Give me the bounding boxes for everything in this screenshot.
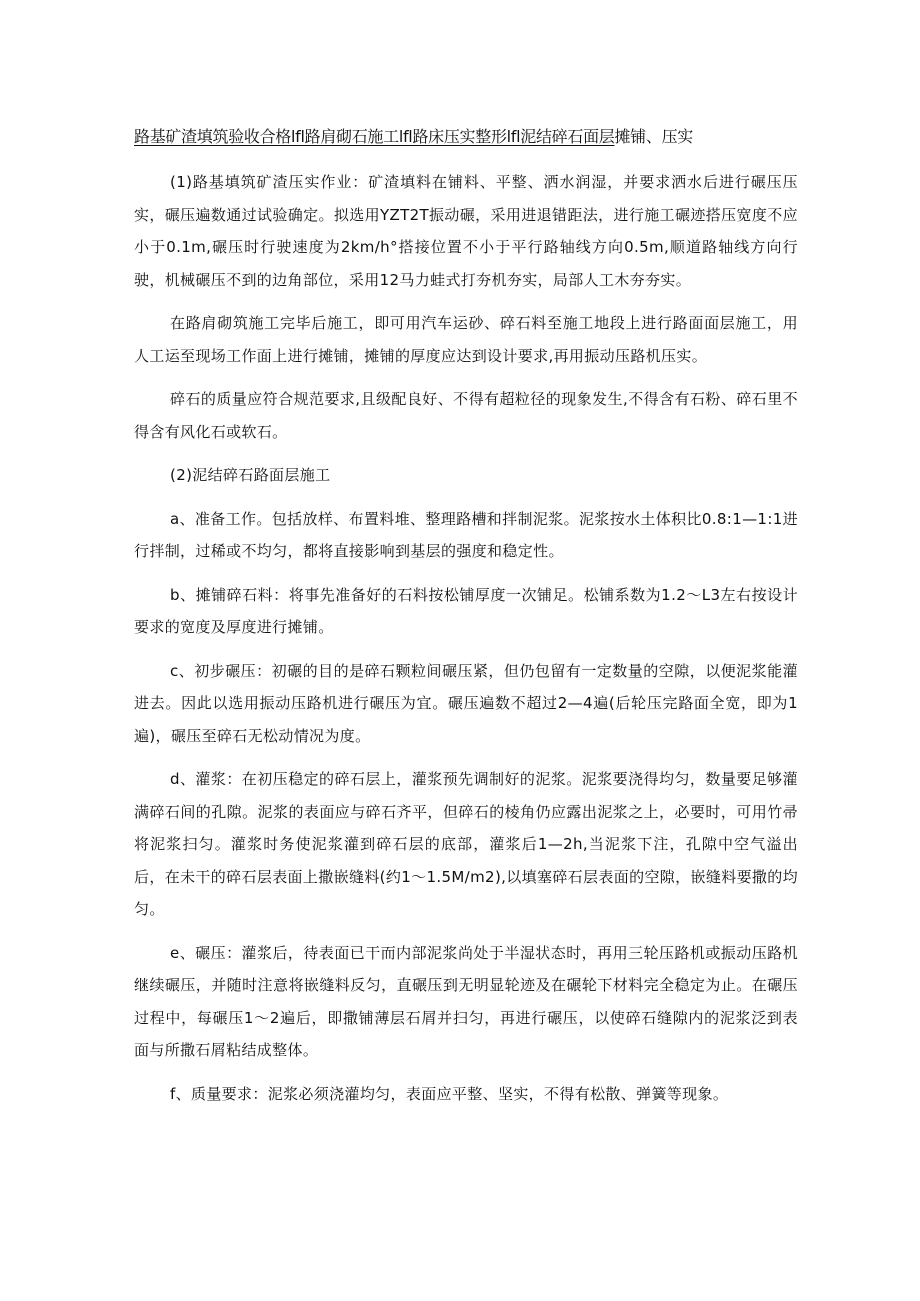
process-flow-suffix: 摊铺、压实 <box>614 127 693 146</box>
section-heading-mud-bound-gravel: (2)泥结碎石路面层施工 <box>170 466 331 484</box>
paragraph-step-d-grouting: d、灌浆：在初压稳定的碎石层上，灌浆预先调制好的泥浆。泥浆要浇得均匀，数量要足够灌满碎石间的孔隙。泥浆的表面应与碎石齐平，但碎石的棱角仍应露出泥浆之上，必要时，可用竹帚将泥浆扫匀。灌浆时务使泥浆灌到碎石层的底部，灌浆后1—2h,当泥浆下注，孔隙中空气溢出后，在未干的碎石层表面上撒嵌缝料(约1～1.5M∕m2),以填塞碎石层表面的空隙，嵌缝料要撒的均匀。 <box>134 770 798 918</box>
paragraph-pavement-construction: 在路肩砌筑施工完毕后施工，即可用汽车运砂、碎石料至施工地段上进行路面面层施工，用人工运至现场工作面上进行摊铺，摊铺的厚度应达到设计要求,再用振动压路机压实。 <box>134 314 798 365</box>
paragraph-step-c-initial-rolling: c、初步碾压：初碾的目的是碎石颗粒间碾压紧，但仍包留有一定数量的空隙，以便泥浆能灌进去。因此以选用振动压路机进行碾压为宜。碾压遍数不超过2—4遍(后轮压完路面全宽，即为1遍)，碾压至碎石无松动情况为度。 <box>134 661 798 745</box>
paragraph-step-f-quality: f、质量要求：泥浆必须浇灌均匀，表面应平整、坚实，不得有松散、弹簧等现象。 <box>170 1084 729 1103</box>
document-body <box>134 166 798 1121</box>
process-flow-steps: 路基矿渣填筑验收合格lfl路肩砌石施工lfl路床压实整形lfl泥结碎石面层 <box>134 127 615 146</box>
paragraph-step-b-spreading: b、摊铺碎石料：将事先准备好的石料按松铺厚度一次铺足。松铺系数为1.2～L3左右按设计要求的宽度及厚度进行摊铺。 <box>134 585 798 636</box>
paragraph-step-a-preparation: a、准备工作。包括放样、布置料堆、整理路槽和拌制泥浆。泥浆按水土体积比0.8:1—1:1进行拌制，过稀或不均匀，都将直接影响到基层的强度和稳定性。 <box>134 509 798 560</box>
paragraph-step-e-rolling: e、碾压：灌浆后，待表面已干而内部泥浆尚处于半湿状态时，再用三轮压路机或振动压路机继续碾压，并随时注意将嵌缝料反匀，直碾压到无明显轮迹及在碾轮下材料完全稳定为止。在碾压过程中，每碾压1～2遍后，即撒铺薄层石屑并扫匀，再进行碾压，以使碎石缝隙内的泥浆泛到表面与所撒石屑粘结成整体。 <box>134 943 798 1059</box>
process-flow-heading <box>134 124 794 150</box>
paragraph-gravel-quality: 碎石的质量应符合规范要求,且级配良好、不得有超粒径的现象发生,不得含有石粉、碎石里不得含有风化石或软石。 <box>134 390 798 441</box>
paragraph-slag-compaction: (1)路基填筑矿渣压实作业：矿渣填料在铺料、平整、洒水润湿，并要求洒水后进行碾压压实，碾压遍数通过试验确定。拟选用YZT2T振动碾，采用进退错距法，进行施工碾迹搭压宽度不应小于0.1m,碾压时行驶速度为2km∕h°搭接位置不小于平行路轴线方向0.5m,顺道路轴线方向行驶，机械碾压不到的边角部位，采用12马力蛙式打夯机夯实，局部人工木夯夯实。 <box>134 173 798 289</box>
